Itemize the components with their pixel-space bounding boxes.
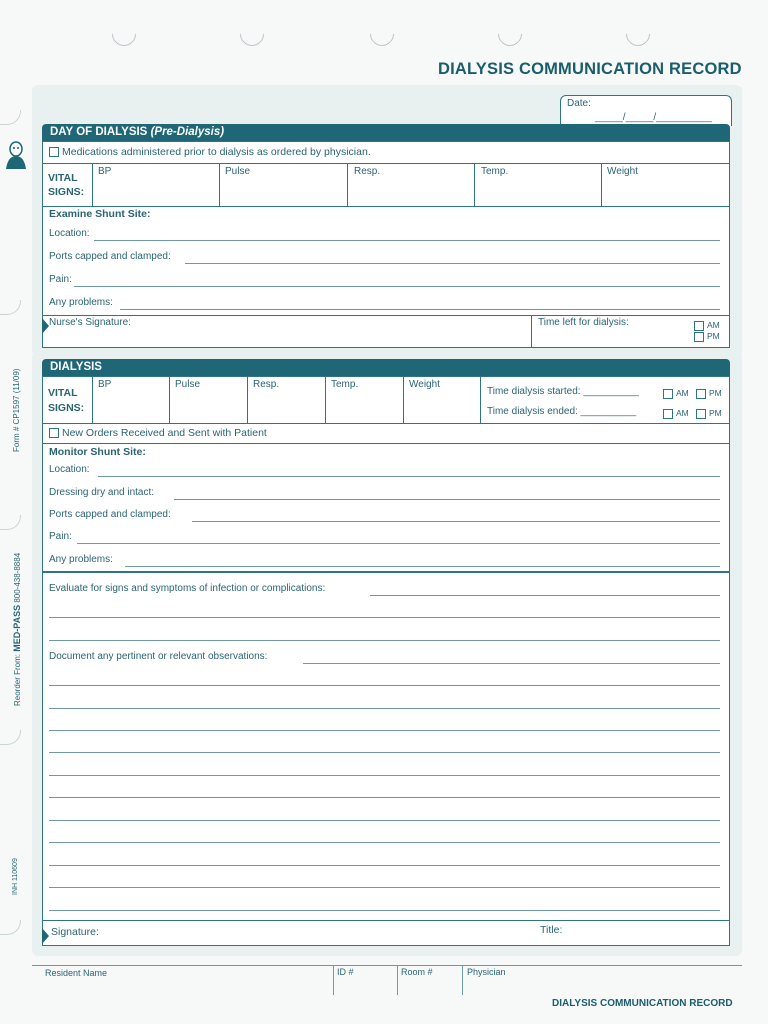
nurse-signature-field[interactable]: Nurse's Signature: [49,317,131,328]
am-checkbox[interactable]: AM [694,320,720,331]
pm-checkbox[interactable]: PM [694,331,720,342]
punch-hole [235,17,269,51]
pain-field[interactable]: Pain: [49,531,72,542]
pm-checkbox[interactable]: PM [696,408,722,419]
time-ended-field[interactable]: Time dialysis ended: __________ [487,406,637,417]
title-field[interactable]: Title: [540,924,563,936]
page-title: DIALYSIS COMMUNICATION RECORD [438,60,742,78]
location-field[interactable]: Location: [49,228,90,239]
time-left-field[interactable]: Time left for dialysis: [538,317,629,328]
signature-field[interactable]: Signature: [51,926,99,938]
ports-field[interactable]: Ports capped and clamped: [49,251,171,262]
form-number: Form # CP1597 (11/09) [12,368,21,452]
ports-field[interactable]: Ports capped and clamped: [49,509,171,520]
problems-field[interactable]: Any problems: [49,297,113,308]
meds-checkbox[interactable]: Medications administered prior to dialysis as ordered by physician. [49,146,371,158]
side-notch [0,920,21,935]
pm-checkbox[interactable]: PM [696,388,722,399]
monitor-shunt-heading: Monitor Shunt Site: [49,446,146,458]
examine-shunt-heading: Examine Shunt Site: [49,208,151,220]
time-started-field[interactable]: Time dialysis started: __________ [487,386,639,397]
patient-logo-icon [4,140,28,170]
evaluate-field[interactable]: Evaluate for signs and symptoms of infection or complications: [49,583,326,594]
side-notch [0,515,21,530]
punch-hole [493,17,527,51]
punch-hole [365,17,399,51]
resp-field[interactable]: Resp. [354,166,381,177]
pre-dialysis-header: DAY OF DIALYSIS (Pre-Dialysis) [42,124,730,141]
physician-field[interactable]: Physician [467,967,506,977]
pain-field[interactable]: Pain: [49,274,72,285]
date-field[interactable]: _____/_____/__________ [595,112,712,123]
resp-field[interactable]: Resp. [253,379,280,390]
room-field[interactable]: Room # [401,967,433,977]
id-field[interactable]: ID # [337,967,354,977]
inh-number: INH 110609 [12,858,19,895]
weight-field[interactable]: Weight [409,379,440,390]
bp-field[interactable]: BP [98,379,112,390]
checkbox-icon [49,428,59,438]
arrow-marker [42,928,49,944]
checkbox-icon [49,147,59,157]
pulse-field[interactable]: Pulse [225,166,251,177]
am-checkbox[interactable]: AM [663,388,689,399]
vital-signs-label: VITAL SIGNS: [48,172,85,198]
dressing-field[interactable]: Dressing dry and intact: [49,487,155,498]
punch-hole [107,17,141,51]
date-box: Date: _____/_____/__________ [560,95,732,126]
arrow-marker [42,318,49,334]
side-notch [0,730,21,745]
weight-field[interactable]: Weight [607,166,638,177]
punch-hole [621,17,655,51]
temp-field[interactable]: Temp. [331,379,359,390]
vital-signs-label: VITAL SIGNS: [48,387,85,414]
am-checkbox[interactable]: AM [663,408,689,419]
new-orders-checkbox[interactable]: New Orders Received and Sent with Patient [49,427,267,439]
reorder-text: Reorder From: MED-PASS 800-438-8884 [12,552,22,706]
dialysis-header: DIALYSIS [42,359,730,376]
document-field[interactable]: Document any pertinent or relevant observations: [49,651,268,662]
footer-title: DIALYSIS COMMUNICATION RECORD [552,998,733,1009]
location-field[interactable]: Location: [49,464,90,475]
pulse-field[interactable]: Pulse [175,379,201,390]
side-notch [0,110,21,125]
temp-field[interactable]: Temp. [481,166,509,177]
bp-field[interactable]: BP [98,166,112,177]
problems-field[interactable]: Any problems: [49,554,113,565]
side-notch [0,300,21,315]
resident-name-field[interactable]: Resident Name [45,968,108,978]
